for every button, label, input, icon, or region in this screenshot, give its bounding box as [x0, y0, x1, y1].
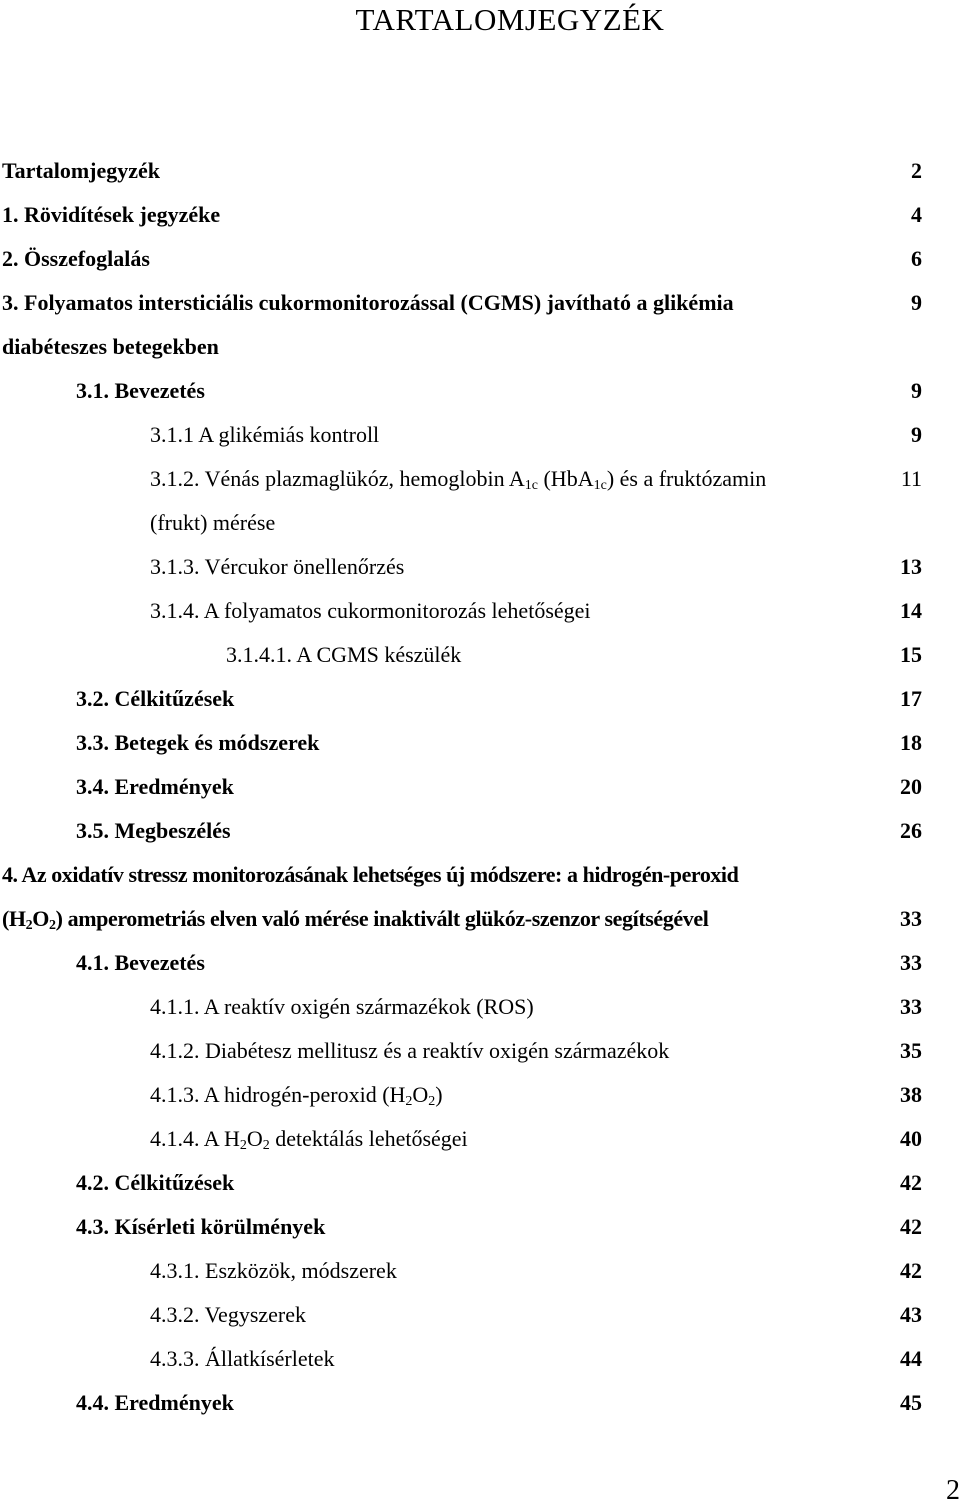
toc-entry: 4. Az oxidatív stressz monitorozásának lehetséges új módszere: a hidrogén-peroxid [2, 862, 739, 887]
toc-page: 2 [911, 158, 922, 183]
toc-entry: (frukt) mérése [150, 510, 276, 535]
toc-page: 15 [900, 642, 922, 667]
toc-entry: 4.1. Bevezetés [76, 950, 205, 975]
toc-page: 44 [900, 1346, 922, 1371]
toc-entry: 3.5. Megbeszélés [76, 818, 231, 843]
toc-entry: 3.1.3. Vércukor önellenőrzés [150, 554, 405, 579]
toc-entry: 3.3. Betegek és módszerek [76, 730, 320, 755]
toc-page: 42 [900, 1214, 922, 1239]
toc-page: 42 [900, 1258, 922, 1283]
toc-page: 14 [900, 598, 922, 623]
toc-page: 43 [900, 1302, 922, 1327]
toc-entry: $(H_2O_2)$ amperometriás elven való mérése inaktivált glükóz-szenzor segítségével [2, 906, 709, 933]
toc-entry: 4.3. Kísérleti körülmények [76, 1214, 326, 1239]
toc-entry: 3.2. Célkitűzések [76, 686, 235, 711]
toc-entry: 4.2. Célkitűzések [76, 1170, 235, 1195]
toc-page: 33 [900, 950, 922, 975]
toc-page: 4 [911, 202, 922, 227]
page-number: 2 [946, 1475, 960, 1506]
page-title: TARTALOMJEGYZÉK [355, 2, 665, 37]
toc-entry: 4.3.3. Állatkísérletek [150, 1346, 335, 1371]
toc-entry: 4.1.3. A hidrogén-peroxid $(H_2O_2)$ [150, 1082, 443, 1109]
toc-page: 26 [900, 818, 922, 843]
toc-entry: 3.1.4. A folyamatos cukormonitorozás lehetőségei [150, 598, 591, 623]
toc-page: 18 [900, 730, 922, 755]
toc-page: 9 [911, 422, 922, 447]
toc-page: 11 [900, 466, 922, 491]
toc-entry: 3.1.1 A glikémiás kontroll [150, 422, 380, 447]
toc-page: 40 [900, 1126, 922, 1151]
toc-entry: 1. Rövidítések jegyzéke [2, 202, 221, 227]
toc-entry: diabéteszes betegekben [2, 334, 219, 359]
toc-page: 42 [900, 1170, 922, 1195]
toc-entry: 3.1.4.1. A CGMS készülék [226, 642, 462, 667]
toc-page: 45 [900, 1390, 922, 1415]
toc-page: 9 [911, 378, 922, 403]
toc-entry: 4.1.1. A reaktív oxigén származékok (ROS) [150, 994, 534, 1019]
toc-entry: 3.1.2. Vénás plazmaglükóz, hemoglobin $A_{1c}$ (HbA$_{1c}$) és a fruktózamin [150, 466, 767, 493]
toc-page: 6 [911, 246, 922, 271]
toc-entry: 3.1. Bevezetés [76, 378, 205, 403]
toc-entry: 4.1.4. A $H_2O_2$ detektálás lehetőségei [150, 1126, 468, 1153]
toc-page: 33 [900, 906, 922, 931]
toc-entry: 3. Folyamatos intersticiális cukormonitorozással (CGMS) javítható a glikémia [2, 290, 734, 315]
toc-page: 20 [900, 774, 922, 799]
toc-entry: 2. Összefoglalás [2, 246, 150, 271]
toc-page: 38 [900, 1082, 922, 1107]
toc-entry: 4.4. Eredmények [76, 1390, 234, 1415]
toc-entry: 4.1.2. Diabétesz mellitusz és a reaktív oxigén származékok [150, 1038, 670, 1063]
toc-page: 13 [900, 554, 922, 579]
toc-page: 33 [900, 994, 922, 1019]
toc-page: 35 [900, 1038, 922, 1063]
toc-entry: 4.3.2. Vegyszerek [150, 1302, 306, 1327]
toc-page: 17 [900, 686, 922, 711]
toc-entry: Tartalomjegyzék [2, 158, 161, 183]
toc-entry: 3.4. Eredmények [76, 774, 234, 799]
toc-page: 9 [911, 290, 922, 315]
toc-entry: 4.3.1. Eszközök, módszerek [150, 1258, 397, 1283]
